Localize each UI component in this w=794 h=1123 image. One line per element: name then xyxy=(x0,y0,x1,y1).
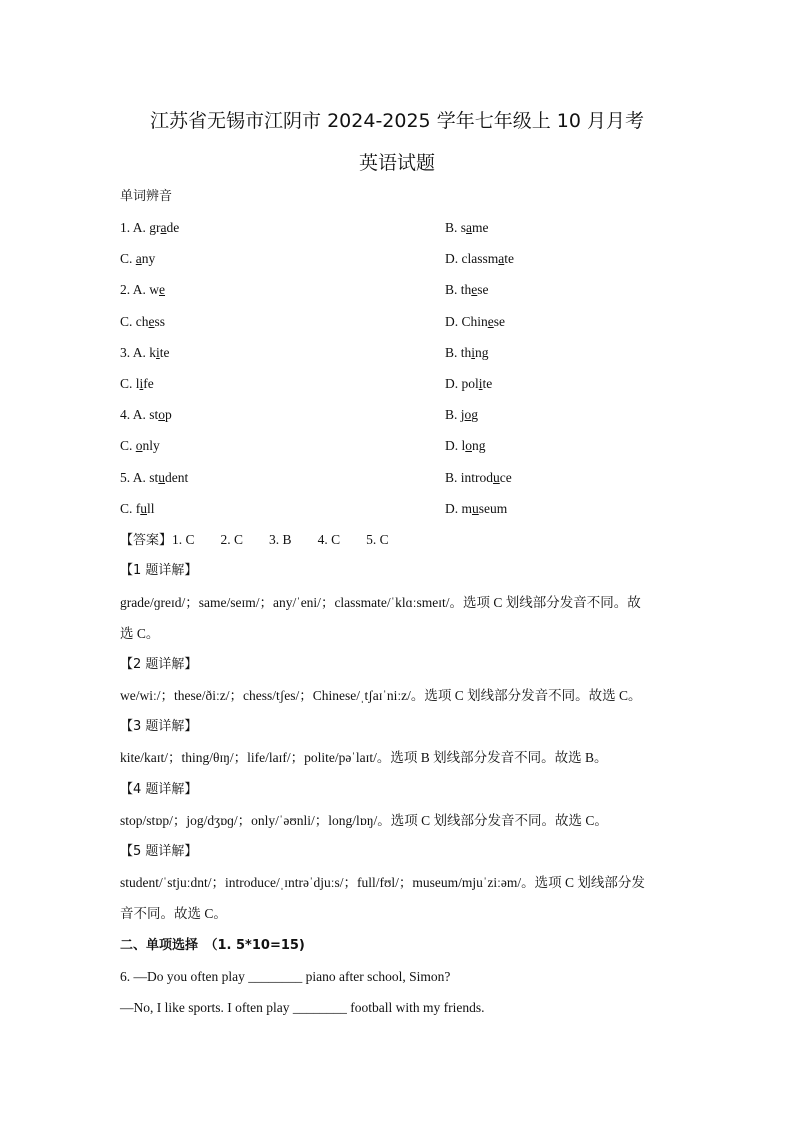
detail-5-heading: 【5 题详解】 xyxy=(120,844,198,859)
q2-option-c: C. chess xyxy=(120,314,166,329)
answer-1: 1. C xyxy=(172,532,195,547)
detail-5-line-2: 音不同。故选 C。 xyxy=(120,906,227,921)
q4-option-b: B. jog xyxy=(445,407,479,422)
q3-option-b: B. thing xyxy=(445,345,489,360)
q3-option-c: C. life xyxy=(120,376,154,391)
detail-4-heading: 【4 题详解】 xyxy=(120,782,198,797)
q3-option-d: D. polite xyxy=(445,376,493,391)
q1-option-a: 1. A. grade xyxy=(120,220,180,235)
q5-option-a: 5. A. student xyxy=(120,470,189,485)
detail-2-heading: 【2 题详解】 xyxy=(120,657,198,672)
q4-option-d: D. long xyxy=(445,438,486,453)
q1-option-b: B. same xyxy=(445,220,489,235)
section-heading-multiple-choice: 二、单项选择 （1. 5*10=15) xyxy=(120,938,305,953)
detail-2-line-1: we/wiː/；these/ðiːz/；chess/tʃes/；Chinese/ˌtʃaɪˈniːz/。选项 C 划线部分发音不同。故选 C。 xyxy=(120,688,642,703)
title-line-2: 英语试题 xyxy=(358,152,435,174)
detail-3-heading: 【3 题详解】 xyxy=(120,719,198,734)
detail-1-line-1: grade/ɡreɪd/；same/seɪm/；any/ˈeni/；classmate/ˈklɑːsmeɪt/。选项 C 划线部分发音不同。故 xyxy=(120,595,641,610)
q2-option-d: D. Chinese xyxy=(445,314,506,329)
answer-3: 3. B xyxy=(269,532,292,547)
detail-5-line-1: student/ˈstjuːdnt/；introduce/ˌɪntrəˈdjuːs/；full/fʊl/；museum/mjuˈziːəm/。选项 C 划线部分发 xyxy=(120,875,645,890)
q6-line-1: 6. —Do you often play ________ piano after school, Simon? xyxy=(120,969,451,984)
q5-option-b: B. introduce xyxy=(445,470,512,485)
answer-line xyxy=(120,531,415,550)
detail-1-heading: 【1 题详解】 xyxy=(120,563,198,578)
answer-4: 4. C xyxy=(317,532,341,547)
q3-option-a: 3. A. kite xyxy=(120,345,170,360)
q4-option-c: C. only xyxy=(120,438,160,453)
q1-option-c: C. any xyxy=(120,251,156,266)
section-heading-phonetics: 单词辨音 xyxy=(120,189,173,204)
title-line-1: 江苏省无锡市江阴市 2024-2025 学年七年级上 10 月月考 xyxy=(150,110,644,132)
detail-4-line-1: stop/stɒp/；jog/dʒɒɡ/；only/ˈəʊnli/；long/lɒŋ/。选项 C 划线部分发音不同。故选 C。 xyxy=(120,813,608,828)
detail-1-line-2: 选 C。 xyxy=(120,626,160,641)
q2-option-a: 2. A. we xyxy=(120,282,166,297)
answer-label: 【答案】 xyxy=(120,533,173,548)
q4-option-a: 4. A. stop xyxy=(120,407,172,422)
answer-2: 2. C xyxy=(220,532,244,547)
answer-5: 5. C xyxy=(366,532,389,547)
detail-3-line-1: kite/kaɪt/；thing/θɪŋ/；life/laɪf/；polite/pəˈlaɪt/。选项 B 划线部分发音不同。故选 B。 xyxy=(120,750,608,765)
q6-line-2: —No, I like sports. I often play ________ football with my friends. xyxy=(120,1000,485,1015)
q1-option-d: D. classmate xyxy=(445,251,514,266)
q2-option-b: B. these xyxy=(445,282,489,297)
q5-option-c: C. full xyxy=(120,501,155,516)
q5-option-d: D. museum xyxy=(445,501,508,516)
